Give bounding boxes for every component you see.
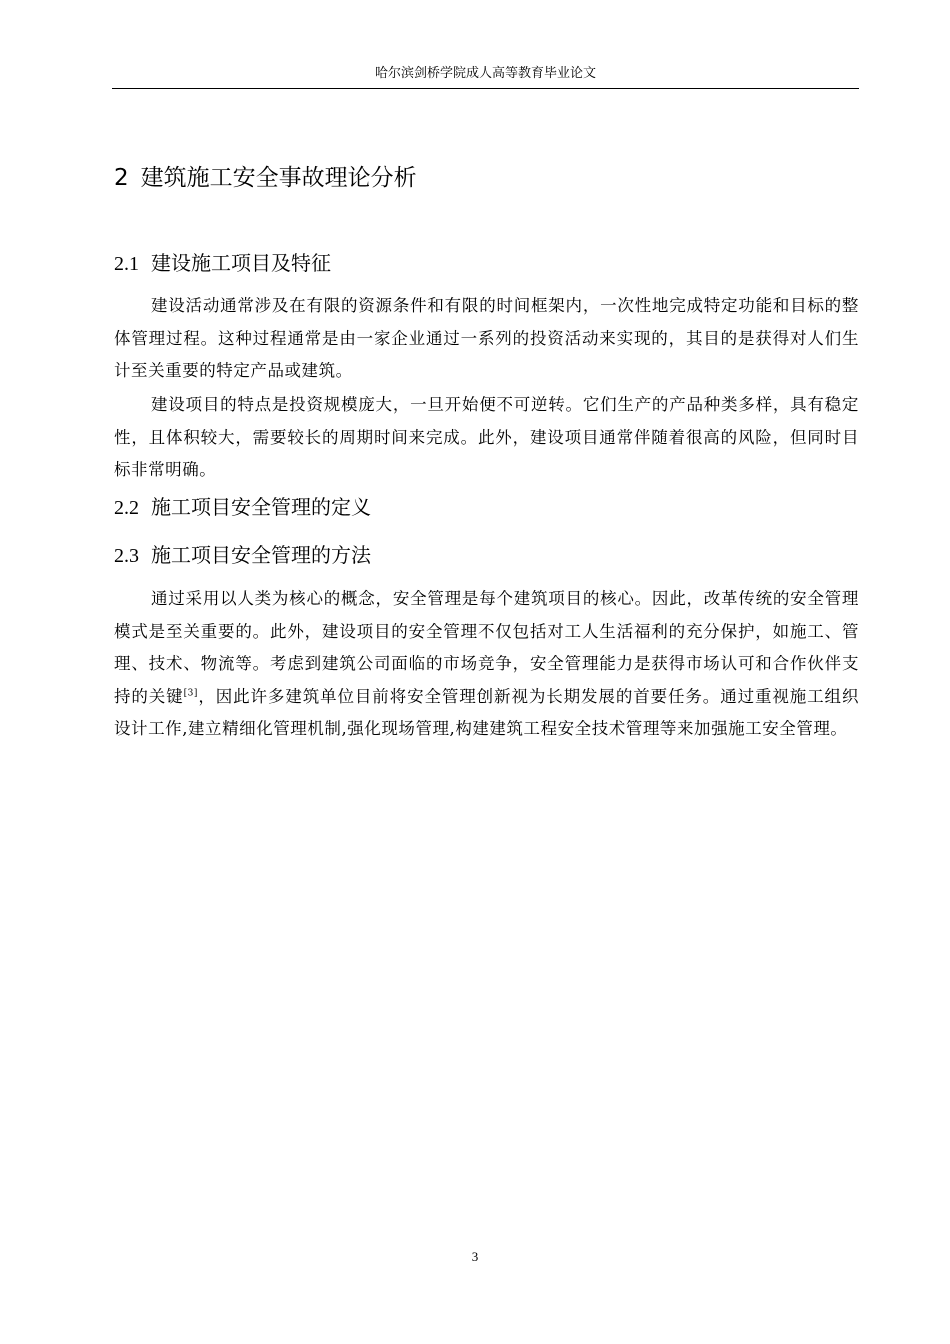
section-title-2-3 xyxy=(114,540,371,571)
paragraph: 建设项目的特点是投资规模庞大，一旦开始便不可逆转。它们生产的产品种类多样，具有稳定性，且体积较大，需要较长的周期时间来完成。此外，建设项目通常伴随着很高的风险，但同时目标非常明确。 xyxy=(114,395,859,479)
section-title-2-1 xyxy=(114,248,331,279)
paragraph: 建设活动通常涉及在有限的资源条件和有限的时间框架内，一次性地完成特定功能和目标的整体管理过程。这种过程通常是由一家企业通过一系列的投资活动来实现的，其目的是获得对人们生计至关重要的特定产品或建筑。 xyxy=(114,296,859,380)
paragraph-text: ，因此许多建筑单位目前将安全管理创新视为长期发展的首要任务。通过重视施工组织设计工作,建立精细化管理机制,强化现场管理,构建建筑工程安全技术管理等来加强施工安全管理。 xyxy=(114,686,860,738)
chapter-title xyxy=(114,162,417,194)
section-number: 2.1 xyxy=(114,253,139,275)
section-title-text: 建设施工项目及特征 xyxy=(151,251,331,275)
section-number: 2.2 xyxy=(114,497,139,519)
chapter-number: 2 xyxy=(114,165,129,191)
section-title-text: 施工项目安全管理的方法 xyxy=(151,543,371,567)
page-number: 3 xyxy=(471,1249,479,1264)
page-header xyxy=(112,64,859,89)
chapter-title-text: 建筑施工安全事故理论分析 xyxy=(140,165,417,191)
paragraph xyxy=(114,583,859,746)
section-number: 2.3 xyxy=(114,545,139,567)
header-text: 哈尔滨剑桥学院成人高等教育毕业论文 xyxy=(374,66,596,81)
paragraph-text: 通过采用以人类为核心的概念，安全管理是每个建筑项目的核心。因此，改革传统的安全管理模式是至关重要的。此外，建设项目的安全管理不仅包括对工人生活福利的充分保护，如施工、管理、技术、物流等。考虑到建筑公司面临的市场竞争，安全管理能力是获得市场认可和合作伙伴支持的关键 xyxy=(114,589,859,706)
section-title-text: 施工项目安全管理的定义 xyxy=(151,495,371,519)
citation-reference: [3] xyxy=(183,688,198,698)
section-title-2-2 xyxy=(114,492,371,523)
